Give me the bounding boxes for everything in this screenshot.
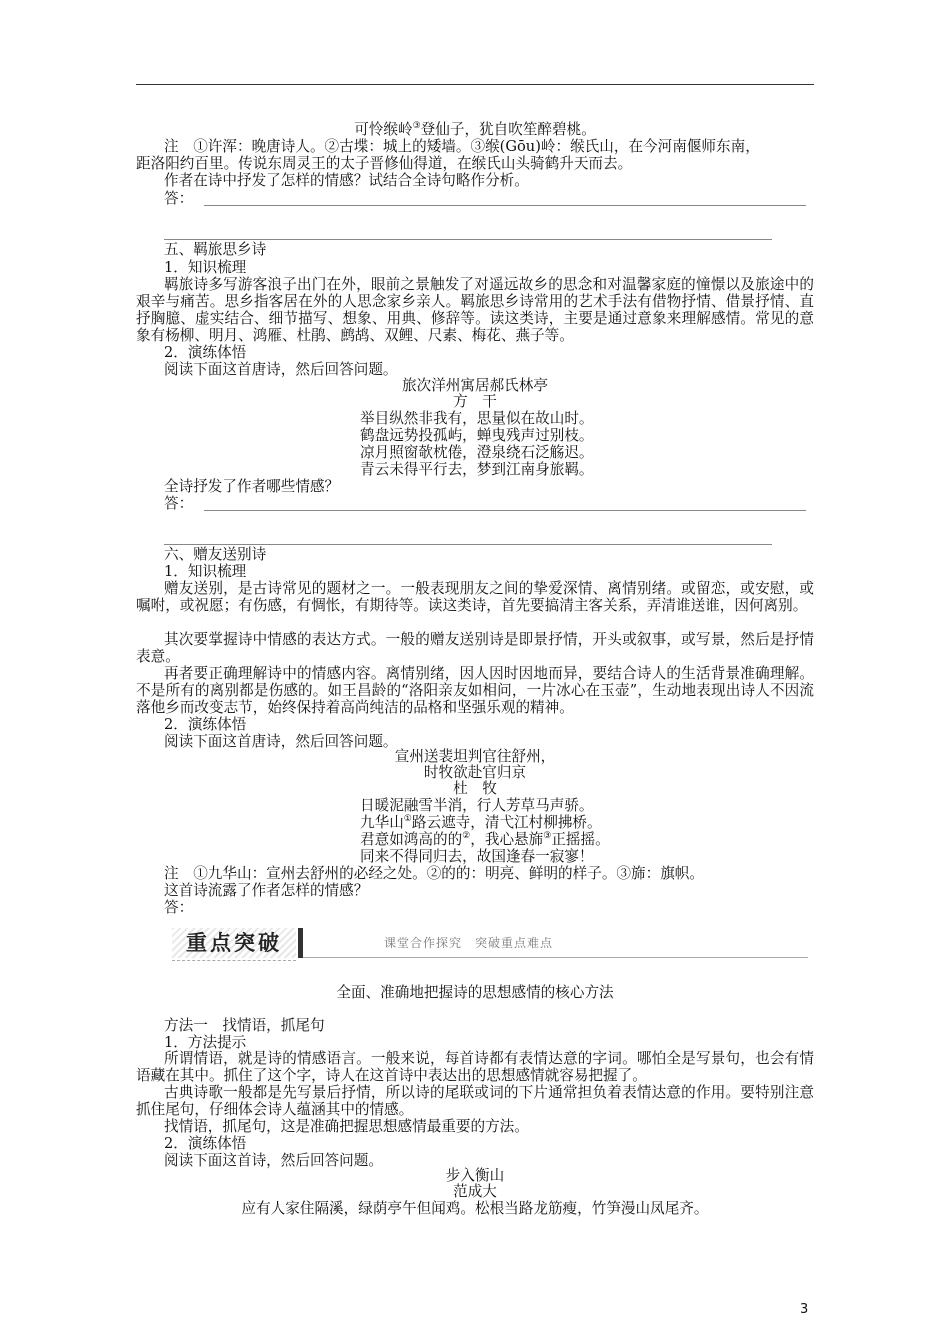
method-heading: 方法一 找情语，抓尾句 <box>164 1017 325 1034</box>
subheading: 1．方法提示 <box>164 1034 247 1051</box>
subheading: 2．演练体悟 <box>164 344 247 361</box>
poem-line: 青云未得平行去，梦到江南身旅羁。 <box>360 461 594 478</box>
question-text: 全诗抒发了作者哪些情感？ <box>164 478 340 495</box>
answer-label: 答： <box>164 495 194 512</box>
header-rule <box>136 84 814 85</box>
note-text: 注 ①九华山：宣州去舒州的必经之处。②的的：明亮、鲜明的样子。③旆：旗帜。 <box>164 865 704 882</box>
answer-line <box>164 239 772 240</box>
banner-rule <box>303 957 808 958</box>
paragraph: 赠友送别，是古诗常见的题材之一。一般表现朋友之间的挚爱深情、离情别绪。或留恋，或安慰，或嘱咐，或祝愿；有伤感，有惆怅，有期待等。读这类诗，首先要搞清主客关系，弄清谁送谁，因何离别。 <box>136 580 814 614</box>
banner-title: 重点突破 <box>172 928 296 958</box>
paragraph: 古典诗歌一般都是先写景后抒情，所以诗的尾联或词的下片通常担负着表情达意的作用。要特别注意抓住尾句，仔细体会诗人蕴涵其中的情感。 <box>136 1084 814 1118</box>
poem-author: 方 干 <box>453 393 497 410</box>
answer-label: 答： <box>164 899 194 916</box>
poem-line: 鹤盘远势投孤屿，蝉曳残声过别枝。 <box>360 427 594 444</box>
instruction-text: 阅读下面这首唐诗，然后回答问题。 <box>164 733 398 750</box>
poem-line: 日暖泥融雪半消，行人芳草马声骄。 <box>360 797 594 814</box>
poem-line: 举目纵然非我有，思量似在故山时。 <box>360 410 594 427</box>
paragraph: 所谓情语，就是诗的情感语言。一般来说，每首诗都有表情达意的字词。哪怕全是写景句，也会有情语藏在其中。抓住了这个字，诗人在这首诗中表达出的思想感情就容易把握了。 <box>136 1050 814 1084</box>
poem-author: 范成大 <box>453 1183 497 1200</box>
poem-line: 可怜缑岭③登仙子，犹自吹笙醉碧桃。 <box>354 121 596 138</box>
paragraph: 再者要正确理解诗中的情感内容。离情别绪，因人因时因地而异，要结合诗人的生活背景准确理解。不是所有的离别都是伤感的。如王昌龄的“洛阳亲友如相问，一片冰心在玉壶”，生动地表现出诗人不因流落他乡而改变志节，始终保持着高尚纯洁的品格和坚强乐观的精神。 <box>136 665 814 716</box>
paragraph: 羁旅诗多写游客浪子出门在外，眼前之景触发了对遥远故乡的思念和对温馨家庭的憧憬以及旅途中的艰辛与痛苦。思乡指客居在外的人思念家乡亲人。羁旅思乡诗常用的艺术手法有借物抒情、借景抒情、直抒胸臆、虚实结合、细节描写、想象、用典、修辞等。读这类诗，主要是通过意象来理解感情。常见的意象有杨柳、明月、鸿雁、杜鹃、鹧鸪、双鲤、尺素、梅花、燕子等。 <box>136 276 814 344</box>
answer-line <box>164 544 772 545</box>
poem-line: 九华山①路云遮寺，清弋江村柳拂桥。 <box>360 814 602 831</box>
section-heading: 五、羁旅思乡诗 <box>164 241 267 258</box>
poem-title: 宣州送裴坦判官往舒州， <box>394 748 556 765</box>
poem-title: 步入衡山 <box>445 1167 505 1184</box>
section-banner <box>172 926 812 962</box>
answer-line <box>204 205 806 206</box>
section-heading: 六、赠友送别诗 <box>164 546 267 563</box>
paragraph: 其次要掌握诗中情感的表达方式。一般的赠友送别诗是即景抒情，开头或叙事，或写景，然后是抒情表意。 <box>136 631 814 665</box>
banner-subtitle: 课堂合作探究 突破重点难点 <box>384 936 554 950</box>
poem-line: 君意如鸿高的的②，我心悬旆③正摇摇。 <box>360 831 610 848</box>
poem-line: 应有人家住隔溪，绿荫亭午但闻鸡。松根当路龙筋瘦，竹笋漫山凤尾齐。 <box>241 1200 709 1217</box>
banner-dash <box>172 960 296 961</box>
question-text: 作者在诗中抒发了怎样的情感？试结合全诗句略作分析。 <box>164 172 529 189</box>
note-text: 注 ①许浑：晚唐诗人。②古堞：城上的矮墙。③缑(Gōu)岭：缑氏山，在今河南偃师东南， <box>164 138 760 155</box>
question-text: 这首诗流露了作者怎样的情感？ <box>164 882 369 899</box>
instruction-text: 阅读下面这首诗，然后回答问题。 <box>164 1152 383 1169</box>
subheading: 2．演练体悟 <box>164 1135 247 1152</box>
answer-label: 答： <box>164 190 194 207</box>
subheading: 1．知识梳理 <box>164 259 247 276</box>
answer-line <box>204 510 806 511</box>
page-number: 3 <box>800 1302 809 1317</box>
poem-line: 同来不得同归去，故国逢春一寂寥！ <box>360 848 594 865</box>
banner-bar <box>298 928 303 958</box>
poem-title: 时牧欲赴官归京 <box>423 764 527 781</box>
poem-author: 杜 牧 <box>453 780 497 797</box>
poem-title: 旅次洋州寓居郝氏林亭 <box>402 377 548 394</box>
instruction-text: 阅读下面这首唐诗，然后回答问题。 <box>164 361 398 378</box>
poem-line: 凉月照窗欹枕倦，澄泉绕石泛觞迟。 <box>360 444 594 461</box>
subheading: 1．知识梳理 <box>164 563 247 580</box>
note-text: 距洛阳约百里。传说东周灵王的太子晋修仙得道，在缑氏山头骑鹤升天而去。 <box>136 155 633 172</box>
paragraph: 找情语，抓尾句，这是准确把握思想感情最重要的方法。 <box>164 1118 529 1135</box>
method-title: 全面、准确地把握诗的思想感情的核心方法 <box>336 984 614 1001</box>
subheading: 2．演练体悟 <box>164 716 247 733</box>
